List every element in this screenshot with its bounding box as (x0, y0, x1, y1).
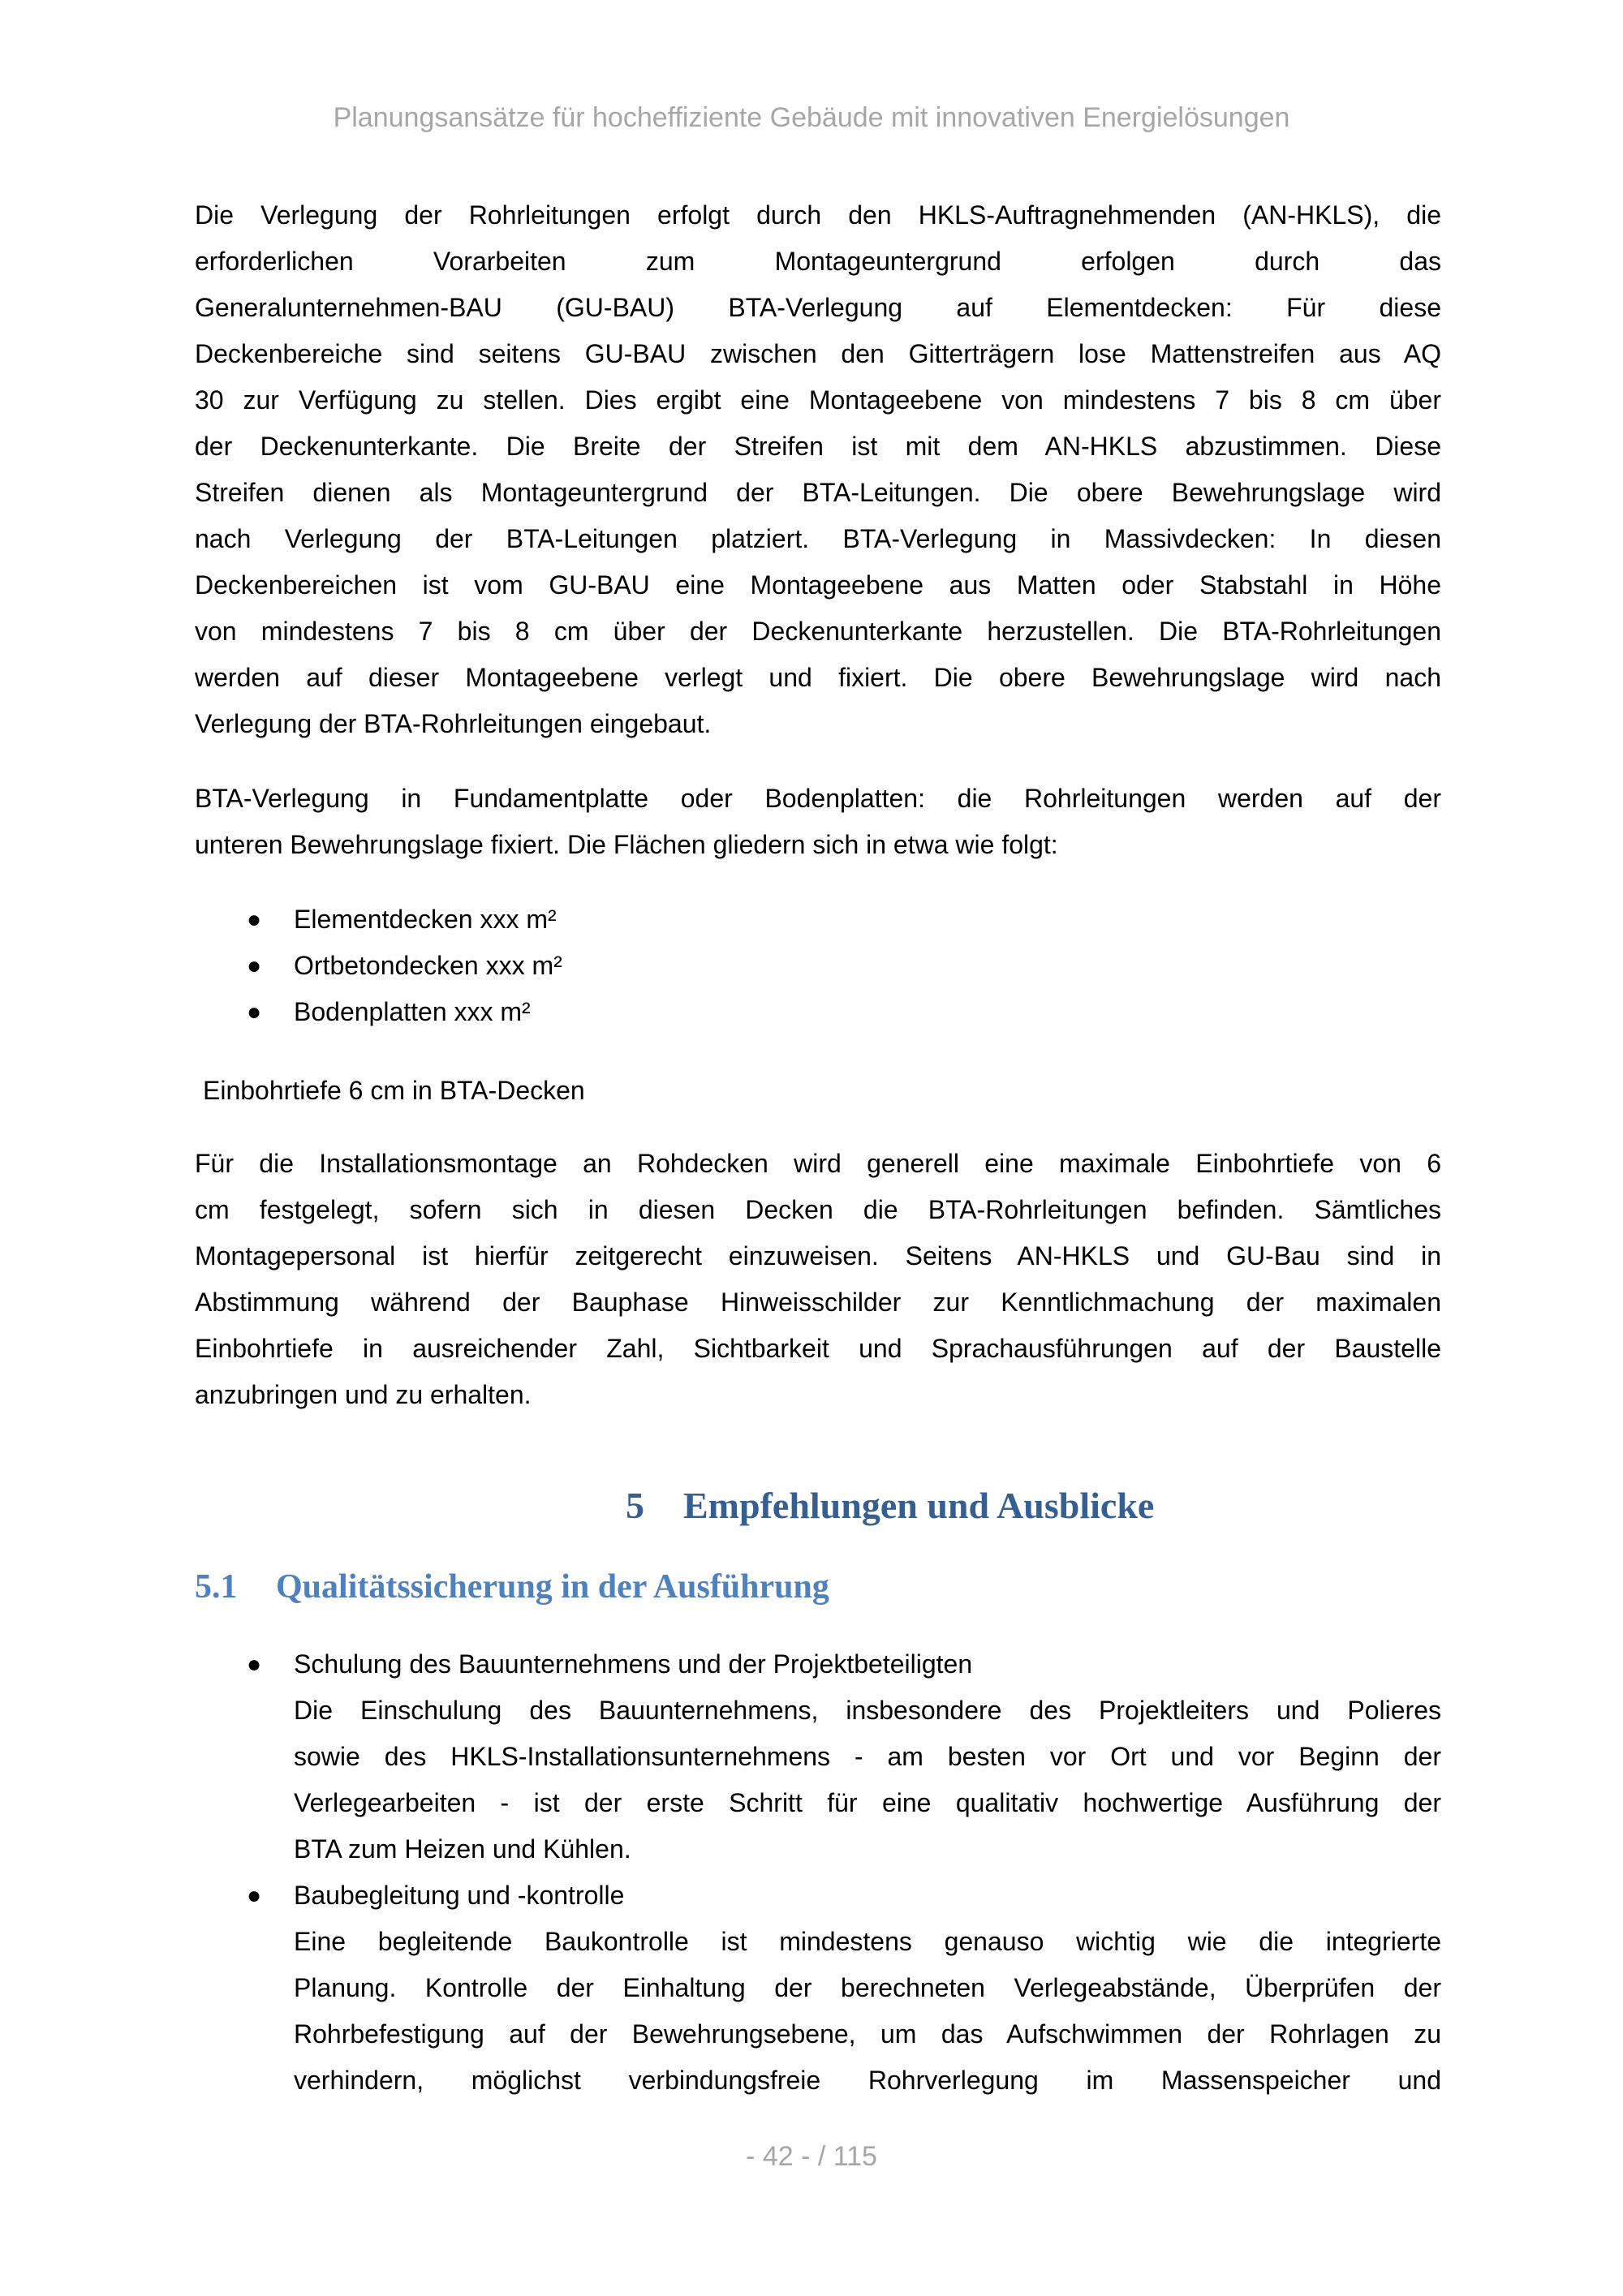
section-title: Qualitätssicherung in der Ausführung (276, 1568, 829, 1606)
bullet-icon: ● (247, 1882, 262, 1909)
paragraph-foundation (195, 776, 1441, 868)
text-line: Einbohrtiefe in ausreichender Zahl, Sichtbarkeit und Sprachausführungen auf der Baustelle (195, 1334, 1441, 1363)
text-line: BTA-Verlegung in Fundamentplatte oder Bodenplatten: die Rohrleitungen werden auf der (195, 784, 1441, 813)
text-line: BTA zum Heizen und Kühlen. (294, 1834, 631, 1864)
text-line: 30 zur Verfügung zu stellen. Dies ergibt eine Montageebene von mindestens 7 bis 8 cm über (195, 385, 1441, 415)
list-item (247, 943, 1441, 989)
bullet-icon: ● (247, 952, 262, 979)
section-heading (195, 1563, 829, 1611)
recommendation-item-supervision (247, 1872, 1441, 2104)
recommendation-text (294, 1688, 1441, 1872)
drill-depth-label: Einbohrtiefe 6 cm in BTA-Decken (203, 1076, 585, 1105)
chapter-number: 5 (626, 1485, 644, 1526)
text-line: Generalunternehmen-BAU (GU-BAU) BTA-Verlegung auf Elementdecken: Für diese (195, 293, 1441, 322)
text-line: Verlegung der BTA-Rohrleitungen eingebaut. (195, 709, 712, 738)
text-line: Deckenbereiche sind seitens GU-BAU zwischen den Gitterträgern lose Mattenstreifen aus AQ (195, 339, 1441, 368)
text-line: Verlegearbeiten - ist der erste Schritt für eine qualitativ hochwertige Ausführung der (294, 1788, 1441, 1817)
text-line: Die Einschulung des Bauunternehmens, insbesondere des Projektleiters und Polieres (294, 1696, 1441, 1725)
text-line: Deckenbereichen ist vom GU-BAU eine Montageebene aus Matten oder Stabstahl in Höhe (195, 570, 1441, 600)
page-number: - 42 - / 115 (746, 2141, 877, 2172)
text-line: unteren Bewehrungslage fixiert. Die Flächen gliedern sich in etwa wie folgt: (195, 830, 1058, 859)
text-line: verhindern, möglichst verbindungsfreie Rohrverlegung im Massenspeicher und (294, 2066, 1441, 2095)
text-line: Montagepersonal ist hierfür zeitgerecht einzuweisen. Seitens AN-HKLS und GU-Bau sind in (195, 1241, 1441, 1271)
text-line: Planung. Kontrolle der Einhaltung der berechneten Verlegeabstände, Überprüfen der (294, 1973, 1441, 2002)
bullet-icon: ● (247, 1651, 262, 1678)
list-item (247, 896, 1441, 943)
recommendation-title: Schulung des Bauunternehmens und der Projektbeteiligten (294, 1649, 973, 1679)
recommendation-text (294, 1919, 1441, 2104)
text-line: cm festgelegt, sofern sich in diesen Decken die BTA-Rohrleitungen befinden. Sämtliches (195, 1195, 1441, 1224)
drill-depth-heading (203, 1068, 1449, 1114)
recommendation-title: Baubegleitung und -kontrolle (294, 1881, 625, 1910)
list-item (247, 989, 1441, 1035)
text-line: der Deckenunterkante. Die Breite der Streifen ist mit dem AN-HKLS abzustimmen. Diese (195, 432, 1441, 461)
text-line: nach Verlegung der BTA-Leitungen platziert. BTA-Verlegung in Massivdecken: In diesen (195, 524, 1441, 553)
text-line: Die Verlegung der Rohrleitungen erfolgt durch den HKLS-Auftragnehmenden (AN-HKLS), die (195, 200, 1441, 230)
text-line: Eine begleitende Baukontrolle ist mindestens genauso wichtig wie die integrierte (294, 1927, 1441, 1956)
text-line: Streifen dienen als Montageuntergrund der BTA-Leitungen. Die obere Bewehrungslage wird (195, 478, 1441, 507)
recommendation-item-training (247, 1641, 1441, 1872)
running-header: Planungsansätze für hocheffiziente Gebäude mit innovativen Energielösungen (333, 102, 1290, 133)
text-line: erforderlichen Vorarbeiten zum Montageuntergrund erfolgen durch das (195, 247, 1441, 276)
list-item-label: Ortbetondecken xxx m² (294, 951, 562, 980)
recommendation-list (247, 1641, 1441, 2104)
text-line: anzubringen und zu erhalten. (195, 1380, 532, 1409)
area-list (247, 896, 1441, 1035)
list-item-label: Elementdecken xxx m² (294, 905, 557, 934)
list-item-label: Bodenplatten xxx m² (294, 997, 531, 1026)
text-line: Für die Installationsmontage an Rohdecken wird generell eine maximale Einbohrtiefe von 6 (195, 1149, 1441, 1178)
chapter-heading (626, 1481, 1154, 1530)
section-number: 5.1 (195, 1568, 238, 1606)
bullet-icon: ● (247, 999, 262, 1025)
bullet-icon: ● (247, 906, 262, 933)
text-line: werden auf dieser Montageebene verlegt und fixiert. Die obere Bewehrungslage wird nach (195, 663, 1441, 692)
text-line: Abstimmung während der Bauphase Hinweisschilder zur Kenntlichmachung der maximalen (195, 1288, 1441, 1317)
text-line: sowie des HKLS-Installationsunternehmens - am besten vor Ort und vor Beginn der (294, 1742, 1441, 1771)
text-line: Rohrbefestigung auf der Bewehrungsebene, um das Aufschwimmen der Rohrlagen zu (294, 2019, 1441, 2049)
chapter-title: Empfehlungen und Ausblicke (683, 1485, 1155, 1526)
paragraph-drill-depth (195, 1141, 1441, 1418)
paragraph-installation (195, 192, 1441, 747)
text-line: von mindestens 7 bis 8 cm über der Deckenunterkante herzustellen. Die BTA-Rohrleitungen (195, 617, 1441, 646)
